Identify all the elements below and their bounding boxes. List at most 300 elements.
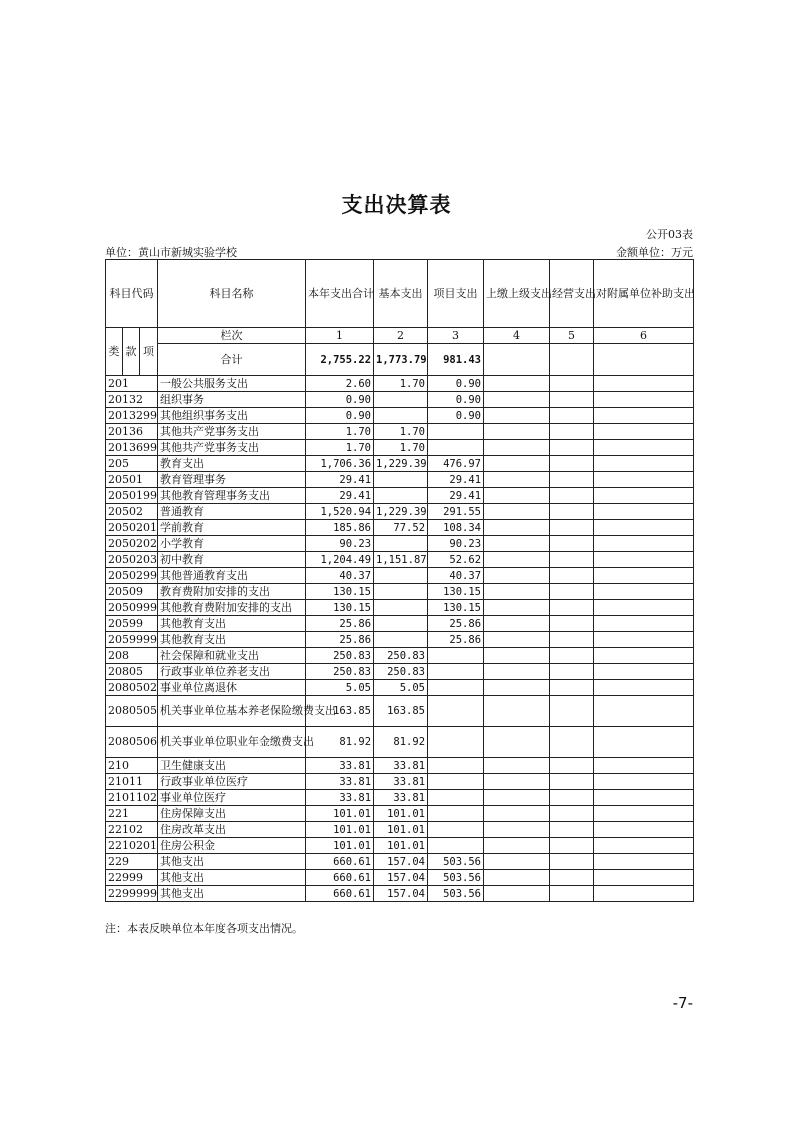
row-basic — [374, 600, 428, 616]
table-row — [106, 727, 694, 758]
row-code: 20599 — [106, 616, 158, 632]
row-code: 2050999 — [106, 600, 158, 616]
row-name: 行政事业单位医疗 — [158, 774, 306, 790]
row-total: 25.86 — [306, 632, 374, 648]
table-row — [106, 440, 694, 456]
row-code: 2299999 — [106, 886, 158, 902]
row-subsidy — [594, 632, 694, 648]
table-row — [106, 408, 694, 424]
row-project — [428, 664, 484, 680]
row-business — [550, 600, 594, 616]
row-total: 250.83 — [306, 648, 374, 664]
row-basic: 77.52 — [374, 520, 428, 536]
row-basic — [374, 568, 428, 584]
row-total: 660.61 — [306, 870, 374, 886]
column-number-5: 5 — [550, 328, 594, 344]
row-subsidy — [594, 488, 694, 504]
expenditure-table — [105, 259, 694, 902]
row-basic — [374, 584, 428, 600]
row-project: 29.41 — [428, 472, 484, 488]
row-code: 2080506 — [106, 727, 158, 758]
row-subsidy — [594, 680, 694, 696]
row-project: 291.55 — [428, 504, 484, 520]
row-basic — [374, 536, 428, 552]
row-upper — [484, 870, 550, 886]
row-project — [428, 440, 484, 456]
row-subsidy — [594, 616, 694, 632]
row-total: 90.23 — [306, 536, 374, 552]
row-total: 2.60 — [306, 376, 374, 392]
row-project: 40.37 — [428, 568, 484, 584]
row-basic: 157.04 — [374, 886, 428, 902]
row-upper — [484, 488, 550, 504]
row-total: 40.37 — [306, 568, 374, 584]
row-upper — [484, 696, 550, 727]
row-basic: 101.01 — [374, 822, 428, 838]
page-number: -7- — [672, 994, 693, 1012]
row-subsidy — [594, 870, 694, 886]
row-name: 普通教育 — [158, 504, 306, 520]
row-code: 2050202 — [106, 536, 158, 552]
row-business — [550, 408, 594, 424]
row-total: 5.05 — [306, 680, 374, 696]
header-kuan: 款 — [123, 328, 140, 376]
row-business — [550, 664, 594, 680]
total-business — [550, 344, 594, 376]
total-project: 981.43 — [428, 344, 484, 376]
row-basic: 1.70 — [374, 440, 428, 456]
row-subsidy — [594, 664, 694, 680]
row-subsidy — [594, 600, 694, 616]
footnote: 注：本表反映单位本年度各项支出情况。 — [105, 922, 303, 935]
row-project: 25.86 — [428, 632, 484, 648]
row-project: 29.41 — [428, 488, 484, 504]
row-code: 21011 — [106, 774, 158, 790]
row-upper — [484, 822, 550, 838]
row-total: 101.01 — [306, 822, 374, 838]
row-total: 660.61 — [306, 886, 374, 902]
row-project — [428, 648, 484, 664]
table-row — [106, 854, 694, 870]
table-row — [106, 536, 694, 552]
row-upper — [484, 568, 550, 584]
row-name: 机关事业单位基本养老保险缴费支出 — [158, 696, 306, 727]
row-code: 2210201 — [106, 838, 158, 854]
row-upper — [484, 648, 550, 664]
row-subsidy — [594, 472, 694, 488]
row-basic — [374, 488, 428, 504]
row-subsidy — [594, 584, 694, 600]
page-title: 支出决算表 — [341, 193, 452, 217]
row-basic — [374, 632, 428, 648]
row-code: 2080505 — [106, 696, 158, 727]
row-code: 208 — [106, 648, 158, 664]
row-upper — [484, 408, 550, 424]
row-name: 其他教育支出 — [158, 616, 306, 632]
row-code: 20509 — [106, 584, 158, 600]
row-name: 卫生健康支出 — [158, 758, 306, 774]
row-business — [550, 376, 594, 392]
row-name: 学前教育 — [158, 520, 306, 536]
header-subject-name: 科目名称 — [158, 260, 306, 328]
row-project: 130.15 — [428, 584, 484, 600]
row-basic: 1.70 — [374, 424, 428, 440]
row-project — [428, 680, 484, 696]
row-total: 29.41 — [306, 488, 374, 504]
row-business — [550, 536, 594, 552]
table-row — [106, 774, 694, 790]
row-code: 221 — [106, 806, 158, 822]
table-row — [106, 456, 694, 472]
row-name: 其他教育支出 — [158, 632, 306, 648]
row-project — [428, 838, 484, 854]
row-business — [550, 822, 594, 838]
total-label: 合计 — [158, 344, 306, 376]
table-row — [106, 632, 694, 648]
row-project — [428, 790, 484, 806]
row-business — [550, 727, 594, 758]
row-total: 81.92 — [306, 727, 374, 758]
row-subsidy — [594, 504, 694, 520]
row-upper — [484, 790, 550, 806]
table-row — [106, 870, 694, 886]
row-project: 503.56 — [428, 870, 484, 886]
row-total: 1,706.36 — [306, 456, 374, 472]
row-business — [550, 584, 594, 600]
table-row — [106, 696, 694, 727]
row-project: 0.90 — [428, 392, 484, 408]
table-row — [106, 680, 694, 696]
row-name: 其他支出 — [158, 870, 306, 886]
row-basic — [374, 616, 428, 632]
row-name: 其他支出 — [158, 886, 306, 902]
row-total: 0.90 — [306, 392, 374, 408]
table-row — [106, 376, 694, 392]
row-code: 22102 — [106, 822, 158, 838]
row-code: 20132 — [106, 392, 158, 408]
row-subsidy — [594, 392, 694, 408]
table-row — [106, 838, 694, 854]
row-upper — [484, 424, 550, 440]
row-name: 机关事业单位职业年金缴费支出 — [158, 727, 306, 758]
row-upper — [484, 504, 550, 520]
row-business — [550, 790, 594, 806]
row-name: 一般公共服务支出 — [158, 376, 306, 392]
row-name: 其他教育费附加安排的支出 — [158, 600, 306, 616]
row-business — [550, 886, 594, 902]
row-subsidy — [594, 790, 694, 806]
row-business — [550, 424, 594, 440]
table-row — [106, 552, 694, 568]
row-upper — [484, 680, 550, 696]
row-business — [550, 520, 594, 536]
row-total: 0.90 — [306, 408, 374, 424]
row-basic: 157.04 — [374, 870, 428, 886]
row-subsidy — [594, 822, 694, 838]
table-code: 公开03表 — [646, 228, 693, 241]
row-code: 2050299 — [106, 568, 158, 584]
row-total: 33.81 — [306, 758, 374, 774]
row-business — [550, 488, 594, 504]
row-code: 229 — [106, 854, 158, 870]
row-project — [428, 758, 484, 774]
row-subsidy — [594, 456, 694, 472]
row-code: 2059999 — [106, 632, 158, 648]
row-business — [550, 632, 594, 648]
row-name: 小学教育 — [158, 536, 306, 552]
row-business — [550, 870, 594, 886]
row-subsidy — [594, 727, 694, 758]
row-code: 2101102 — [106, 790, 158, 806]
table-row — [106, 392, 694, 408]
row-business — [550, 456, 594, 472]
row-name: 其他组织事务支出 — [158, 408, 306, 424]
row-upper — [484, 886, 550, 902]
row-project — [428, 696, 484, 727]
header-project: 项目支出 — [428, 260, 484, 328]
column-number-row — [106, 328, 694, 344]
total-upper — [484, 344, 550, 376]
row-business — [550, 696, 594, 727]
table-row — [106, 758, 694, 774]
row-upper — [484, 774, 550, 790]
header-xiang: 项 — [140, 328, 158, 376]
row-name: 教育管理事务 — [158, 472, 306, 488]
header-row — [106, 260, 694, 328]
row-business — [550, 806, 594, 822]
row-subsidy — [594, 520, 694, 536]
row-code: 2013299 — [106, 408, 158, 424]
row-subsidy — [594, 774, 694, 790]
row-total: 130.15 — [306, 584, 374, 600]
row-upper — [484, 838, 550, 854]
table-row — [106, 616, 694, 632]
row-basic: 33.81 — [374, 758, 428, 774]
row-basic: 157.04 — [374, 854, 428, 870]
row-code: 2013699 — [106, 440, 158, 456]
row-basic: 1,229.39 — [374, 504, 428, 520]
row-upper — [484, 376, 550, 392]
row-code: 2050203 — [106, 552, 158, 568]
row-subsidy — [594, 536, 694, 552]
row-subsidy — [594, 696, 694, 727]
row-code: 20136 — [106, 424, 158, 440]
row-project: 503.56 — [428, 854, 484, 870]
row-business — [550, 392, 594, 408]
row-subsidy — [594, 886, 694, 902]
row-code: 2050199 — [106, 488, 158, 504]
row-total: 25.86 — [306, 616, 374, 632]
row-upper — [484, 552, 550, 568]
header-upper: 上缴上级支出 — [484, 260, 550, 328]
table-row — [106, 584, 694, 600]
column-number-1: 1 — [306, 328, 374, 344]
row-basic: 33.81 — [374, 790, 428, 806]
row-name: 住房公积金 — [158, 838, 306, 854]
row-total: 1.70 — [306, 424, 374, 440]
table-row — [106, 424, 694, 440]
row-subsidy — [594, 806, 694, 822]
row-upper — [484, 806, 550, 822]
table-row — [106, 600, 694, 616]
row-business — [550, 758, 594, 774]
row-upper — [484, 440, 550, 456]
row-code: 20502 — [106, 504, 158, 520]
row-upper — [484, 472, 550, 488]
row-business — [550, 616, 594, 632]
table-row — [106, 568, 694, 584]
row-total: 163.85 — [306, 696, 374, 727]
row-subsidy — [594, 838, 694, 854]
row-code: 205 — [106, 456, 158, 472]
row-upper — [484, 584, 550, 600]
column-number-3: 3 — [428, 328, 484, 344]
row-total: 250.83 — [306, 664, 374, 680]
row-upper — [484, 520, 550, 536]
row-upper — [484, 456, 550, 472]
row-project: 90.23 — [428, 536, 484, 552]
row-name: 教育费附加安排的支出 — [158, 584, 306, 600]
row-project — [428, 774, 484, 790]
row-name: 社会保障和就业支出 — [158, 648, 306, 664]
row-name: 行政事业单位养老支出 — [158, 664, 306, 680]
table-row — [106, 472, 694, 488]
row-code: 2050201 — [106, 520, 158, 536]
row-name: 其他教育管理事务支出 — [158, 488, 306, 504]
table-row — [106, 488, 694, 504]
row-project: 130.15 — [428, 600, 484, 616]
column-number-4: 4 — [484, 328, 550, 344]
row-project — [428, 727, 484, 758]
row-basic: 1,229.39 — [374, 456, 428, 472]
row-business — [550, 504, 594, 520]
row-basic: 33.81 — [374, 774, 428, 790]
row-project: 25.86 — [428, 616, 484, 632]
row-business — [550, 440, 594, 456]
row-basic: 250.83 — [374, 648, 428, 664]
row-basic: 5.05 — [374, 680, 428, 696]
row-name: 住房保障支出 — [158, 806, 306, 822]
row-project: 0.90 — [428, 408, 484, 424]
header-subsidy: 对附属单位补助支出 — [594, 260, 694, 328]
total-subsidy — [594, 344, 694, 376]
row-total: 1,204.49 — [306, 552, 374, 568]
row-basic: 101.01 — [374, 838, 428, 854]
row-upper — [484, 600, 550, 616]
row-subsidy — [594, 758, 694, 774]
row-business — [550, 854, 594, 870]
row-name: 住房改革支出 — [158, 822, 306, 838]
header-total: 本年支出合计 — [306, 260, 374, 328]
row-upper — [484, 536, 550, 552]
table-row — [106, 504, 694, 520]
row-name: 其他共产党事务支出 — [158, 424, 306, 440]
row-code: 22999 — [106, 870, 158, 886]
total-basic: 1,773.79 — [374, 344, 428, 376]
row-project — [428, 806, 484, 822]
row-subsidy — [594, 854, 694, 870]
row-name: 初中教育 — [158, 552, 306, 568]
row-basic: 163.85 — [374, 696, 428, 727]
row-total: 101.01 — [306, 838, 374, 854]
table-row — [106, 520, 694, 536]
row-code: 210 — [106, 758, 158, 774]
table-row — [106, 886, 694, 902]
row-basic: 101.01 — [374, 806, 428, 822]
table-row — [106, 648, 694, 664]
row-basic: 1,151.87 — [374, 552, 428, 568]
table-row — [106, 790, 694, 806]
row-subsidy — [594, 440, 694, 456]
row-code: 20501 — [106, 472, 158, 488]
row-subsidy — [594, 424, 694, 440]
row-project — [428, 822, 484, 838]
row-basic: 1.70 — [374, 376, 428, 392]
row-business — [550, 838, 594, 854]
row-upper — [484, 632, 550, 648]
column-number-label: 栏次 — [158, 328, 306, 344]
row-business — [550, 472, 594, 488]
row-total: 660.61 — [306, 854, 374, 870]
amount-unit: 金额单位：万元 — [616, 246, 693, 259]
row-project: 52.62 — [428, 552, 484, 568]
row-business — [550, 568, 594, 584]
column-number-6: 6 — [594, 328, 694, 344]
row-subsidy — [594, 648, 694, 664]
row-project: 503.56 — [428, 886, 484, 902]
row-business — [550, 552, 594, 568]
row-code: 2080502 — [106, 680, 158, 696]
table-row — [106, 664, 694, 680]
row-total: 1.70 — [306, 440, 374, 456]
row-upper — [484, 727, 550, 758]
row-upper — [484, 758, 550, 774]
row-project: 108.34 — [428, 520, 484, 536]
row-basic — [374, 472, 428, 488]
total-amount: 2,755.22 — [306, 344, 374, 376]
row-code: 201 — [106, 376, 158, 392]
row-total: 29.41 — [306, 472, 374, 488]
row-name: 其他共产党事务支出 — [158, 440, 306, 456]
row-basic: 250.83 — [374, 664, 428, 680]
row-total: 33.81 — [306, 790, 374, 806]
row-name: 其他支出 — [158, 854, 306, 870]
table-row — [106, 806, 694, 822]
row-basic: 81.92 — [374, 727, 428, 758]
row-basic — [374, 392, 428, 408]
header-subject-code: 科目代码 — [106, 260, 158, 328]
row-upper — [484, 664, 550, 680]
row-upper — [484, 392, 550, 408]
row-project: 476.97 — [428, 456, 484, 472]
column-number-2: 2 — [374, 328, 428, 344]
row-business — [550, 648, 594, 664]
row-subsidy — [594, 376, 694, 392]
row-project — [428, 424, 484, 440]
row-subsidy — [594, 552, 694, 568]
row-upper — [484, 854, 550, 870]
table-row — [106, 822, 694, 838]
row-name: 其他普通教育支出 — [158, 568, 306, 584]
header-lei: 类 — [106, 328, 123, 376]
unit-name: 单位：黄山市新城实验学校 — [105, 246, 237, 259]
row-name: 教育支出 — [158, 456, 306, 472]
row-business — [550, 680, 594, 696]
row-name: 组织事务 — [158, 392, 306, 408]
row-total: 130.15 — [306, 600, 374, 616]
row-total: 185.86 — [306, 520, 374, 536]
row-total: 1,520.94 — [306, 504, 374, 520]
